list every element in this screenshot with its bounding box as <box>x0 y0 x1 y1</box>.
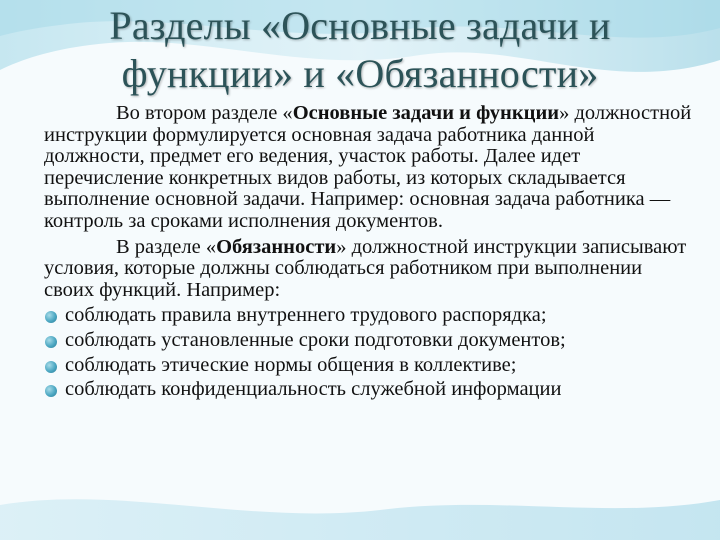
slide-title-line-2: функции» и «Обязанности» <box>121 51 599 96</box>
list-item-text: соблюдать правила внутреннего трудового распорядка; <box>65 304 547 327</box>
paragraph-2-text: » должностной инструкции записывают условия, которые должны соблюдаться работником при выполнении своих функций. Например: <box>44 235 687 301</box>
bullet-circle-icon <box>45 336 57 348</box>
slide-body <box>44 103 694 404</box>
bullet-circle-icon <box>45 311 57 323</box>
bullet-circle-icon <box>45 361 57 373</box>
list-item <box>44 305 694 327</box>
list-item <box>44 379 694 401</box>
paragraph-1-bold-term: Основные задачи и функции <box>292 102 560 124</box>
list-item <box>44 355 694 377</box>
slide-title-line-1: Разделы «Основные задачи и <box>109 3 611 48</box>
bullet-circle-icon <box>45 385 57 397</box>
paragraph-1-lead: Во втором разделе « <box>116 102 293 124</box>
duties-list <box>44 305 694 400</box>
list-item-text: соблюдать конфиденциальность служебной информации <box>65 378 562 401</box>
paragraph-1-text: » должностной инструкции формулируется основная задача работника данной должности, предмет его ведения, участок работы. Далее идет перечисление конкретных видов работы, из которых складывается выполнение основной задачи. Например: основная задача работника — контроль за сроками исполнения документов. <box>44 102 692 232</box>
paragraph-main-tasks <box>44 103 694 233</box>
list-item <box>44 330 694 352</box>
list-item-text: соблюдать установленные сроки подготовки документов; <box>65 328 566 351</box>
paragraph-duties <box>44 237 694 302</box>
list-item-text: соблюдать этические нормы общения в коллективе; <box>65 353 517 376</box>
slide-title <box>20 2 700 98</box>
paragraph-2-bold-term: Обязанности <box>216 235 337 258</box>
paragraph-2-lead: В разделе « <box>116 235 217 258</box>
